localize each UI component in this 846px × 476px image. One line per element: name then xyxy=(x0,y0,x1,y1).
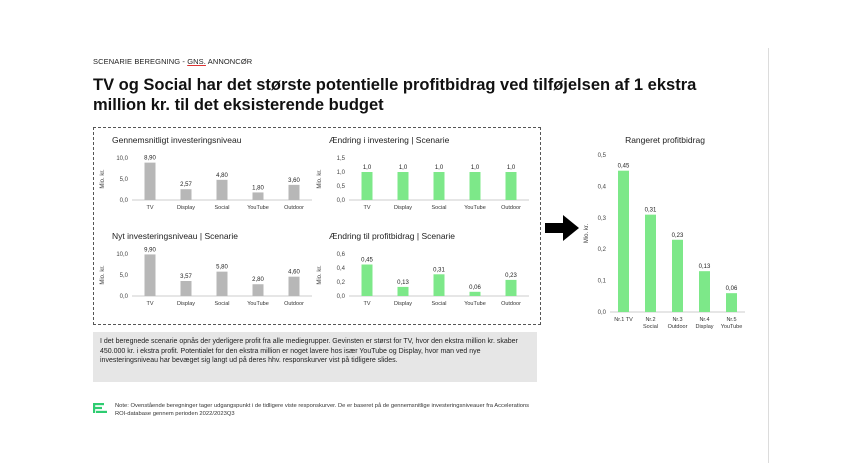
y-tick-label: 5,0 xyxy=(119,273,128,279)
category-label: Outdoor xyxy=(501,205,521,211)
category-label: YouTube xyxy=(464,205,486,211)
data-label: 0,45 xyxy=(361,257,373,264)
data-label: 0,23 xyxy=(671,232,684,239)
y-tick-label: 0,0 xyxy=(336,294,345,300)
chart-profit-svg xyxy=(315,229,537,314)
category-label: Social xyxy=(214,301,230,307)
bar-tv xyxy=(145,254,156,296)
category-label: Outdoor xyxy=(284,301,304,307)
bar-nr-2-social xyxy=(645,215,656,312)
brand-logo-icon xyxy=(93,403,107,413)
y-tick-label: 0,0 xyxy=(597,310,606,316)
bar-youtube xyxy=(253,284,264,296)
category-label: Outdoor xyxy=(501,301,521,307)
y-axis-label: Mio. kr. xyxy=(100,169,106,189)
bar-social xyxy=(434,274,445,296)
eyebrow-prefix: SCENARIE BEREGNING - xyxy=(93,57,188,66)
category-label: TV xyxy=(146,301,154,307)
chart-change-svg xyxy=(315,133,537,218)
chart-ranked-svg xyxy=(580,133,755,333)
y-tick-label: 0,0 xyxy=(336,198,345,204)
category-label: Nr.1 TV xyxy=(614,317,633,323)
summary-text: I det beregnede scenarie opnås der yderligere profit fra alle mediegrupper. Gevinsten er størst for TV, hvor den ekstra million kr. skaber 450.000 kr. i ekstra profit. Potentialet for den ekstra million er noget lavere hos især YouTube og Display, hvor man ved nye investeringsniveau har bevæget sig langt ud på deres hhv. responskurver vist på tidligere slides. xyxy=(100,338,518,365)
data-label: 0,23 xyxy=(505,272,517,279)
data-label: 0,31 xyxy=(433,267,445,274)
y-tick-label: 0,0 xyxy=(119,198,128,204)
category-label-line2: Social xyxy=(643,324,658,330)
y-axis-label: Mio. kr. xyxy=(317,169,323,189)
chart-title: Rangeret profitbidrag xyxy=(625,135,705,145)
chart-title: Ændring i investering | Scenarie xyxy=(329,135,450,145)
chart-title: Nyt investeringsniveau | Scenarie xyxy=(112,231,238,241)
eyebrow xyxy=(93,57,252,66)
bar-display xyxy=(181,281,192,296)
category-label-line2: YouTube xyxy=(720,324,743,330)
data-label: 2,57 xyxy=(180,182,192,189)
category-label: YouTube xyxy=(247,205,269,211)
data-label: 2,80 xyxy=(252,277,264,284)
y-tick-label: 0,1 xyxy=(597,278,606,285)
y-tick-label: 0,3 xyxy=(597,215,606,222)
bar-youtube xyxy=(470,172,481,200)
y-axis-label: Mio. kr. xyxy=(584,223,590,244)
bar-social xyxy=(434,172,445,200)
footnote: Note: Ovenstående beregninger tager udgangspunkt i de tidligere viste responskurver. De er baseret på de gennemsnitlige investeringsniveauer fra Accelerations ROI-database gennem perioden 2022/2023Q3 xyxy=(115,403,530,417)
y-tick-label: 10,0 xyxy=(116,252,128,258)
bar-youtube xyxy=(470,292,481,296)
bar-tv xyxy=(362,265,373,297)
category-label: Display xyxy=(393,301,413,307)
chart-ranked-profit xyxy=(580,133,755,333)
data-label: 1,0 xyxy=(434,165,444,171)
category-label: Display xyxy=(176,301,196,307)
eyebrow-suffix: ANNONCØR xyxy=(205,57,253,66)
category-label: Display xyxy=(176,205,196,211)
data-label: 3,60 xyxy=(288,177,300,184)
category-label: Outdoor xyxy=(284,205,304,211)
bar-nr-3-outdoor xyxy=(672,240,683,312)
category-label: Nr.5 xyxy=(726,317,737,323)
chart-title: Ændring til profitbidrag | Scenarie xyxy=(329,231,455,241)
bar-tv xyxy=(145,163,156,200)
data-label: 0,06 xyxy=(469,284,481,291)
data-label: 0,06 xyxy=(725,286,738,293)
chart-profit-change xyxy=(315,229,537,314)
data-label: 3,57 xyxy=(180,274,192,281)
y-axis-label: Mio. kr. xyxy=(317,265,323,285)
data-label: 8,90 xyxy=(144,155,156,162)
chart-new-svg xyxy=(98,229,318,314)
y-tick-label: 0,0 xyxy=(119,294,128,300)
data-label: 4,80 xyxy=(216,172,228,179)
chart-change-investment xyxy=(315,133,537,218)
bar-display xyxy=(398,172,409,200)
summary-box xyxy=(93,332,537,382)
category-label: Display xyxy=(393,205,413,211)
chart-title: Gennemsnitligt investeringsniveau xyxy=(112,135,242,145)
category-label: TV xyxy=(363,301,371,307)
slide-edge-divider xyxy=(768,48,769,463)
category-label-line2: Outdoor xyxy=(667,324,688,330)
bar-outdoor xyxy=(506,172,517,200)
bar-youtube xyxy=(253,192,264,200)
y-tick-label: 0,5 xyxy=(336,184,345,190)
category-label: Nr.4 xyxy=(699,317,710,323)
category-label: YouTube xyxy=(247,301,269,307)
data-label: 1,80 xyxy=(252,185,264,192)
y-tick-label: 0,5 xyxy=(597,153,606,159)
category-label-line2: Display xyxy=(695,324,714,330)
data-label: 4,60 xyxy=(288,269,300,276)
arrow-right-icon xyxy=(545,215,579,241)
bar-nr-4-display xyxy=(699,271,710,312)
bar-outdoor xyxy=(506,280,517,296)
eyebrow-underlined: GNS. xyxy=(187,57,206,66)
bar-social xyxy=(217,272,228,296)
bar-display xyxy=(398,287,409,296)
y-tick-label: 0,2 xyxy=(597,247,606,254)
category-label: TV xyxy=(363,205,371,211)
bar-display xyxy=(181,189,192,200)
category-label: Nr.3 xyxy=(672,317,683,323)
data-label: 1,0 xyxy=(470,165,480,171)
headline: TV og Social har det største potentielle profitbidrag ved tilføjelsen af 1 ekstra million kr. til det eksisterende budget xyxy=(93,76,697,114)
data-label: 0,45 xyxy=(617,163,630,170)
data-label: 1,0 xyxy=(362,165,372,171)
bar-outdoor xyxy=(289,277,300,296)
bar-nr-5-youtube xyxy=(726,293,737,312)
bar-social xyxy=(217,180,228,200)
data-label: 1,0 xyxy=(398,165,408,171)
y-tick-label: 0,2 xyxy=(336,280,345,286)
category-label: Social xyxy=(214,205,230,211)
data-label: 0,31 xyxy=(644,207,657,214)
chart-new-investment xyxy=(98,229,318,314)
chart-avg-investment xyxy=(98,133,318,218)
y-tick-label: 5,0 xyxy=(119,177,128,183)
category-label: YouTube xyxy=(464,301,486,307)
data-label: 9,90 xyxy=(144,247,156,254)
category-label: Nr.2 xyxy=(645,317,656,323)
data-label: 0,13 xyxy=(397,279,409,286)
chart-avg-svg xyxy=(98,133,318,218)
category-label: TV xyxy=(146,205,154,211)
bar-outdoor xyxy=(289,185,300,200)
data-label: 5,80 xyxy=(216,264,228,271)
y-tick-label: 0,4 xyxy=(336,266,345,272)
category-label: Social xyxy=(431,301,447,307)
y-tick-label: 1,0 xyxy=(336,170,345,176)
y-tick-label: 0,4 xyxy=(597,184,606,191)
y-axis-label: Mio. kr. xyxy=(100,265,106,285)
category-label: Social xyxy=(431,205,447,211)
bar-tv xyxy=(362,172,373,200)
y-tick-label: 10,0 xyxy=(116,156,128,162)
data-label: 0,13 xyxy=(698,264,711,271)
y-tick-label: 0,6 xyxy=(336,252,345,258)
y-tick-label: 1,5 xyxy=(336,156,345,162)
data-label: 1,0 xyxy=(506,165,516,171)
bar-nr-1-tv xyxy=(618,171,629,312)
